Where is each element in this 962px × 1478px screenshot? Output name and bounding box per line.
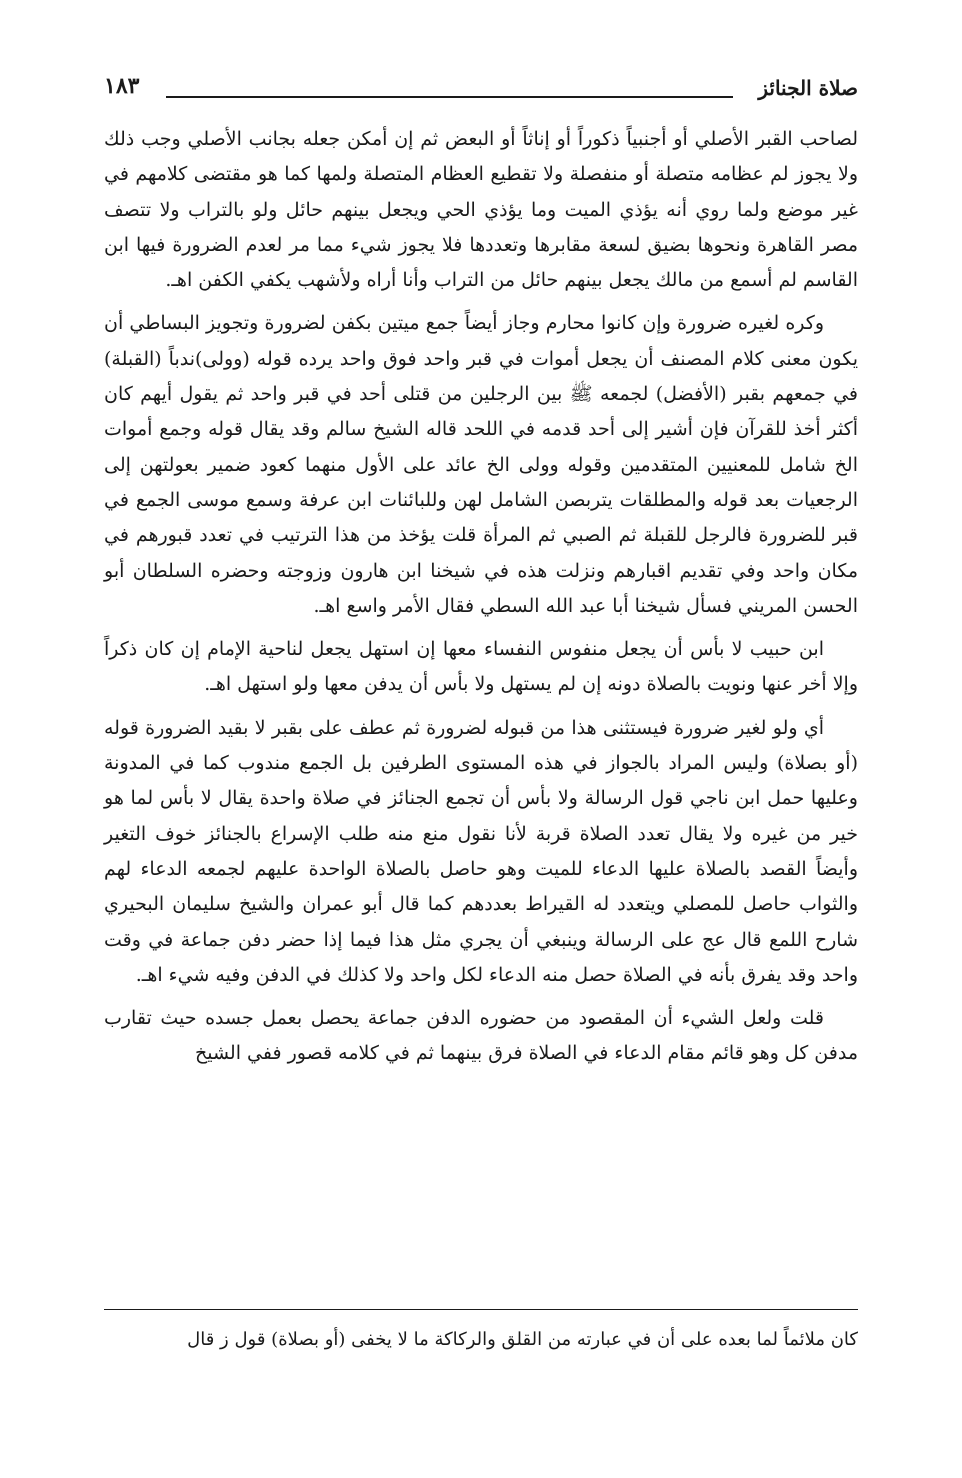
paragraph-2: وكره لغيره ضرورة وإن كانوا محارم وجاز أيضاً جمع ميتين بكفن لضرورة وتجويز البساطي أن يكون معنى كلام المصنف أن يجعل أموات في قبر واحد فوق واحد يرده قوله (وولى)ندباً (القبلة) في جمعهم بقبر (الأفضل) لجمعه ﷺ بين الرجلين من قتلى أحد في قبر واحد ثم يقول أيهم كان أكثر أخذ للقرآن فإن أشير إلى أحد قدمه في اللحد قاله الشيخ سالم وقد يقال قوله وجمع أموات الخ شامل للمعنيين المتقدمين وقوله وولى الخ عائد على الأول منهما كعود ضمير بعولتهن إلى الرجعيات بعد قوله والمطلقات يتربصن الشامل لهن وللبائنات ابن عرفة وسمع موسى الجمع في قبر للضرورة فالرجل للقبلة ثم الصبي ثم المرأة قلت يؤخذ من هذا الترتيب في تعدد قبورهم في مكان واحد وفي تقديم اقبارهم ونزلت هذه في شيخنا ابن هارون وزوجته وحضره السلطان أبو الحسن المريني فسأل شيخنا أبا عبد الله السطي فقال الأمر واسع اهـ. [104,312,858,617]
main-text [104,122,858,1080]
running-title: صلاة الجنائز [758,76,858,100]
paragraph-4: أي ولو لغير ضرورة فيستثنى هذا من قبوله لضرورة ثم عطف على بقبر لا بقيد الضرورة قوله (أو بصلاة) وليس المراد بالجواز في هذه المستوى الطرفين بل الجمع مندوب كما في المدونة وعليها حمل ابن ناجي قول الرسالة ولا بأس أن تجمع الجنائز في صلاة واحدة يقال لا بأس لما هو خير من غيره ولا يقال تعدد الصلاة قربة لأنا نقول منع منه طلب الإسراع بالجنائز خوف التغير وأيضاً القصد بالصلاة عليها الدعاء للميت وهو حاصل بالصلاة الواحدة عليهم لجمعه الدعاء لهم والثواب حاصل للمصلي ويتعدد له القيراط بعددهم كما قال أبو عمران والشيخ سليمان البحيري شارح اللمع قال عج على الرسالة وينبغي أن يجري مثل هذا فيما إذا حضر دفن جماعة في وقت واحد وقد يفرق بأنه في الصلاة حصل منه الدعاء لكل واحد ولا كذلك في الدفن وفيه شيء اهـ. [104,716,859,986]
header-rule [166,96,733,98]
footnote-separator [104,1309,858,1310]
page-number: ١٨٣ [104,73,140,99]
footnote: كان ملائماً لما بعده على أن في عبارته من القلق والركاكة ما لا يخفى (أو بصلاة) قول ز قال [187,1329,858,1350]
paragraph-5: قلت ولعل الشيء أن المقصود من حضوره الدفن جماعة يحصل بعمل جسده حيث تقارب مدفن كل وهو قائم مقام الدعاء في الصلاة فرق بينهما ثم في كلامه قصور ففي الشيخ [104,1007,858,1065]
page-header [104,70,858,110]
paragraph-3: ابن حبيب لا بأس أن يجعل منفوس النفساء معها إن استهل يجعل لناحية الإمام إن كان ذكراً وإلا أخر عنها ونويت بالصلاة دونه إن لم يستهل ولا بأس أن يدفن معها ولو استهل اهـ. [104,638,858,696]
paragraph-1: لصاحب القبر الأصلي أو أجنبياً ذكوراً أو إناثاً أو البعض ثم إن أمكن جعله بجانب الأصلي وجب ذلك ولا يجوز لم عظامه متصلة أو منفصلة ولا تقطيع العظام المتصلة ولمها كما هو مقتضى كلامهم في غير موضع ولما روي أنه يؤذي الميت وما يؤذي الحي ويجعل بينهم حائل ولو بالتراب ولا تتصف مصر القاهرة ونحوها بضيق لسعة مقابرها وتعددها فلا يجوز شيء مما مر لعدم الضرورة فيها ابن القاسم لم أسمع من مالك يجعل بينهم حائل من التراب وأنا أراه ولأشهب يكفي الكفن اهـ. [104,128,858,292]
